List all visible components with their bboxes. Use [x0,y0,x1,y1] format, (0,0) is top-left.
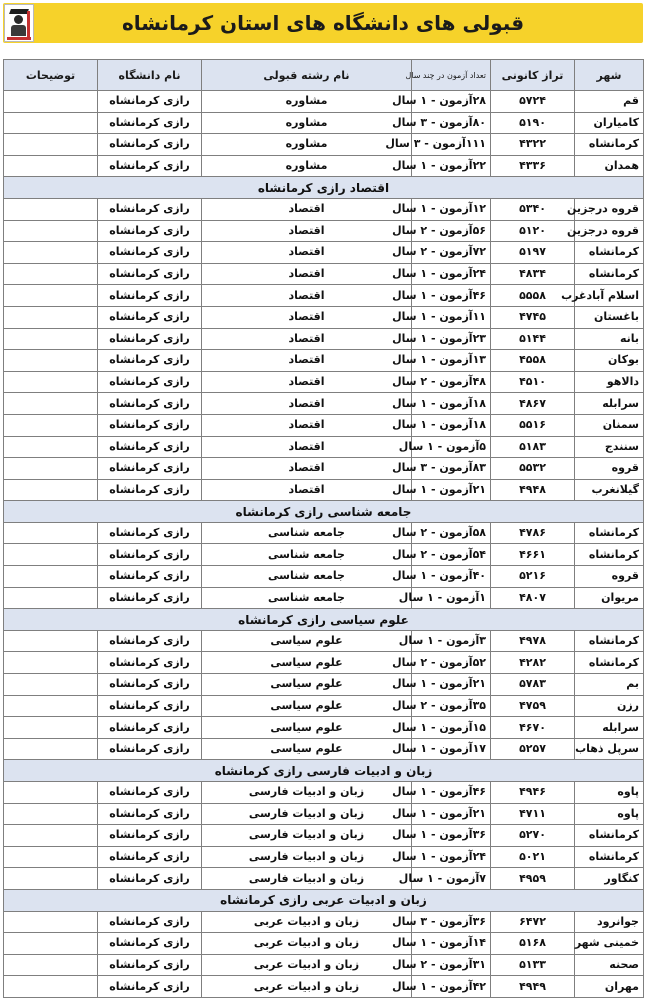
header-notes: توضیحات [4,60,98,91]
city-cell: کرمانشاه [575,652,644,674]
section-header-row [4,609,644,631]
notes-cell [4,803,98,825]
table-row [4,112,644,134]
exams-cell: ۲۱آزمون - ۱ سال [412,479,491,501]
city-cell: باغستان [575,306,644,328]
table-row [4,544,644,566]
score-cell: ۴۵۵۸ [491,350,575,372]
city-cell: مریوان [575,587,644,609]
section-title: جامعه شناسی رازی کرمانشاه [4,501,644,523]
notes-cell [4,976,98,998]
section-header-row [4,889,644,911]
score-cell: ۵۵۳۲ [491,458,575,480]
city-cell: کرمانشاه [575,242,644,264]
university-cell: رازی کرمانشاه [98,803,202,825]
exams-cell: ۷آزمون - ۱ سال [412,868,491,890]
exams-cell: ۴۶آزمون - ۱ سال [412,285,491,307]
table-row [4,479,644,501]
notes-cell [4,436,98,458]
score-cell: ۴۹۵۹ [491,868,575,890]
university-cell: رازی کرمانشاه [98,695,202,717]
table-row [4,717,644,739]
university-cell: رازی کرمانشاه [98,285,202,307]
header-exams: تعداد آزمون در چند سال [412,60,491,91]
notes-cell [4,566,98,588]
exams-cell: ۴۲آزمون - ۱ سال [412,976,491,998]
notes-cell [4,825,98,847]
score-cell: ۴۲۸۲ [491,652,575,674]
field-cell: زبان و ادبیات عربی [202,954,412,976]
city-cell: قروه درجزین [575,198,644,220]
university-cell: رازی کرمانشاه [98,371,202,393]
exams-cell: ۲۴آزمون - ۱ سال [412,263,491,285]
city-cell: قروه درجزین [575,220,644,242]
field-cell: اقتصاد [202,263,412,285]
section-header-row [4,501,644,523]
exams-cell: ۵۶آزمون - ۲ سال [412,220,491,242]
table-row [4,263,644,285]
section-title: زبان و ادبیات عربی رازی کرمانشاه [4,889,644,911]
city-cell: کنگاور [575,868,644,890]
city-cell: رزن [575,695,644,717]
table-row [4,803,644,825]
field-cell: اقتصاد [202,458,412,480]
table-row [4,695,644,717]
score-cell: ۶۴۷۲ [491,911,575,933]
field-cell: مشاوره [202,112,412,134]
notes-cell [4,134,98,156]
field-cell: علوم سیاسی [202,717,412,739]
notes-cell [4,544,98,566]
exams-cell: ۱آزمون - ۱ سال [412,587,491,609]
section-header-row [4,177,644,199]
university-cell: رازی کرمانشاه [98,522,202,544]
score-cell: ۴۹۴۸ [491,479,575,501]
city-cell: کرمانشاه [575,263,644,285]
field-cell: زبان و ادبیات فارسی [202,782,412,804]
university-cell: رازی کرمانشاه [98,414,202,436]
score-cell: ۵۱۸۳ [491,436,575,458]
university-cell: رازی کرمانشاه [98,954,202,976]
city-cell: سنندج [575,436,644,458]
table-row [4,458,644,480]
university-cell: رازی کرمانشاه [98,263,202,285]
university-cell: رازی کرمانشاه [98,198,202,220]
university-cell: رازی کرمانشاه [98,674,202,696]
score-cell: ۵۷۲۴ [491,91,575,113]
exams-cell: ۲۲آزمون - ۱ سال [412,155,491,177]
exams-cell: ۵۲آزمون - ۲ سال [412,652,491,674]
exams-cell: ۲۱آزمون - ۱ سال [412,803,491,825]
city-cell: سرپل ذهاب [575,738,644,760]
notes-cell [4,695,98,717]
city-cell: بوکان [575,350,644,372]
score-cell: ۴۷۴۵ [491,306,575,328]
score-cell: ۴۷۵۹ [491,695,575,717]
university-cell: رازی کرمانشاه [98,220,202,242]
field-cell: اقتصاد [202,436,412,458]
field-cell: زبان و ادبیات فارسی [202,868,412,890]
city-cell: کرمانشاه [575,630,644,652]
field-cell: اقتصاد [202,414,412,436]
score-cell: ۴۶۷۰ [491,717,575,739]
city-cell: کرمانشاه [575,522,644,544]
notes-cell [4,350,98,372]
score-cell: ۵۵۵۸ [491,285,575,307]
exams-cell: ۱۴آزمون - ۱ سال [412,933,491,955]
exams-cell: ۳آزمون - ۱ سال [412,630,491,652]
notes-cell [4,630,98,652]
field-cell: اقتصاد [202,393,412,415]
page-title: قبولی های دانشگاه های استان کرمانشاه [121,11,525,35]
university-cell: رازی کرمانشاه [98,134,202,156]
city-cell: سرابله [575,393,644,415]
city-cell: بم [575,674,644,696]
score-cell: ۵۲۷۰ [491,825,575,847]
table-body [4,91,644,998]
table-row [4,976,644,998]
city-cell: قم [575,91,644,113]
notes-cell [4,220,98,242]
table-row [4,782,644,804]
table-header-row [4,60,644,91]
logo-body [11,25,26,36]
notes-cell [4,738,98,760]
city-cell: مهران [575,976,644,998]
table-row [4,933,644,955]
table-row [4,242,644,264]
exams-cell: ۴۰آزمون - ۱ سال [412,566,491,588]
university-cell: رازی کرمانشاه [98,155,202,177]
score-cell: ۴۳۲۲ [491,134,575,156]
field-cell: اقتصاد [202,285,412,307]
field-cell: اقتصاد [202,198,412,220]
university-cell: رازی کرمانشاه [98,868,202,890]
notes-cell [4,911,98,933]
city-cell: کرمانشاه [575,544,644,566]
exams-cell: ۱۸آزمون - ۱ سال [412,414,491,436]
score-cell: ۴۸۰۷ [491,587,575,609]
exams-cell: ۱۲آزمون - ۱ سال [412,198,491,220]
notes-cell [4,306,98,328]
university-cell: رازی کرمانشاه [98,479,202,501]
exams-cell: ۲۴آزمون - ۱ سال [412,846,491,868]
score-cell: ۴۷۸۶ [491,522,575,544]
table-row [4,350,644,372]
university-cell: رازی کرمانشاه [98,458,202,480]
field-cell: علوم سیاسی [202,738,412,760]
table-row [4,220,644,242]
exams-cell: ۳۱آزمون - ۲ سال [412,954,491,976]
score-cell: ۵۱۶۸ [491,933,575,955]
city-cell: سرابله [575,717,644,739]
score-cell: ۴۷۱۱ [491,803,575,825]
exams-cell: ۱۱۱آزمون - ۳ سال [412,134,491,156]
score-cell: ۴۵۱۰ [491,371,575,393]
exams-cell: ۴۶آزمون - ۱ سال [412,782,491,804]
notes-cell [4,242,98,264]
logo-cap [9,9,29,14]
score-cell: ۵۷۸۳ [491,674,575,696]
notes-cell [4,198,98,220]
notes-cell [4,263,98,285]
notes-cell [4,652,98,674]
exams-cell: ۱۸آزمون - ۱ سال [412,393,491,415]
exams-cell: ۲۳آزمون - ۱ سال [412,328,491,350]
field-cell: علوم سیاسی [202,674,412,696]
score-cell: ۵۱۹۰ [491,112,575,134]
table-row [4,436,644,458]
field-cell: زبان و ادبیات عربی [202,933,412,955]
table-row [4,285,644,307]
notes-cell [4,674,98,696]
university-cell: رازی کرمانشاه [98,566,202,588]
table-row [4,155,644,177]
table-row [4,306,644,328]
university-cell: رازی کرمانشاه [98,328,202,350]
notes-cell [4,458,98,480]
score-cell: ۴۹۴۶ [491,782,575,804]
field-cell: اقتصاد [202,328,412,350]
notes-cell [4,155,98,177]
city-cell: قروه [575,566,644,588]
table-row [4,911,644,933]
university-cell: رازی کرمانشاه [98,933,202,955]
university-cell: رازی کرمانشاه [98,544,202,566]
field-cell: جامعه شناسی [202,544,412,566]
exams-cell: ۸۰آزمون - ۳ سال [412,112,491,134]
exams-cell: ۱۱آزمون - ۱ سال [412,306,491,328]
city-cell: اسلام آبادغرب [575,285,644,307]
notes-cell [4,522,98,544]
field-cell: زبان و ادبیات عربی [202,911,412,933]
city-cell: بانه [575,328,644,350]
notes-cell [4,846,98,868]
exams-cell: ۳۶آزمون - ۱ سال [412,825,491,847]
table-row [4,674,644,696]
university-cell: رازی کرمانشاه [98,630,202,652]
table-row [4,825,644,847]
field-cell: علوم سیاسی [202,630,412,652]
table-row [4,134,644,156]
notes-cell [4,91,98,113]
city-cell: خمینی شهر [575,933,644,955]
exams-cell: ۱۵آزمون - ۱ سال [412,717,491,739]
title-banner [3,3,643,43]
university-cell: رازی کرمانشاه [98,782,202,804]
score-cell: ۴۶۶۱ [491,544,575,566]
notes-cell [4,717,98,739]
table-row [4,738,644,760]
field-cell: جامعه شناسی [202,522,412,544]
table-row [4,630,644,652]
header-field: نام رشته قبولی [202,60,412,91]
table-row [4,414,644,436]
field-cell: علوم سیاسی [202,695,412,717]
field-cell: علوم سیاسی [202,652,412,674]
table-row [4,868,644,890]
score-cell: ۵۱۳۳ [491,954,575,976]
university-cell: رازی کرمانشاه [98,717,202,739]
university-cell: رازی کرمانشاه [98,393,202,415]
exams-cell: ۵۴آزمون - ۲ سال [412,544,491,566]
city-cell: کرمانشاه [575,846,644,868]
university-cell: رازی کرمانشاه [98,306,202,328]
logo-strip [7,37,31,40]
score-cell: ۴۸۳۴ [491,263,575,285]
exams-cell: ۳۶آزمون - ۳ سال [412,911,491,933]
logo-head [14,15,23,24]
table-row [4,587,644,609]
university-cell: رازی کرمانشاه [98,91,202,113]
field-cell: جامعه شناسی [202,587,412,609]
score-cell: ۵۲۱۶ [491,566,575,588]
exams-cell: ۱۳آزمون - ۱ سال [412,350,491,372]
university-cell: رازی کرمانشاه [98,911,202,933]
score-cell: ۴۹۴۹ [491,976,575,998]
city-cell: سمنان [575,414,644,436]
notes-cell [4,954,98,976]
notes-cell [4,782,98,804]
exams-cell: ۸۳آزمون - ۳ سال [412,458,491,480]
field-cell: اقتصاد [202,479,412,501]
university-cell: رازی کرمانشاه [98,350,202,372]
notes-cell [4,393,98,415]
exams-cell: ۱۷آزمون - ۱ سال [412,738,491,760]
section-title: زبان و ادبیات فارسی رازی کرمانشاه [4,760,644,782]
university-cell: رازی کرمانشاه [98,825,202,847]
field-cell: زبان و ادبیات فارسی [202,803,412,825]
field-cell: اقتصاد [202,350,412,372]
score-cell: ۵۱۲۰ [491,220,575,242]
notes-cell [4,285,98,307]
university-cell: رازی کرمانشاه [98,587,202,609]
score-cell: ۴۸۶۷ [491,393,575,415]
notes-cell [4,933,98,955]
score-cell: ۵۲۵۷ [491,738,575,760]
section-title: اقتصاد رازی کرمانشاه [4,177,644,199]
field-cell: مشاوره [202,91,412,113]
city-cell: گیلانغرب [575,479,644,501]
university-cell: رازی کرمانشاه [98,738,202,760]
notes-cell [4,328,98,350]
score-cell: ۵۳۴۰ [491,198,575,220]
header-city: شهر [575,60,644,91]
table-row [4,91,644,113]
field-cell: زبان و ادبیات فارسی [202,846,412,868]
notes-cell [4,868,98,890]
table-row [4,566,644,588]
score-cell: ۵۵۱۶ [491,414,575,436]
university-cell: رازی کرمانشاه [98,242,202,264]
table-row [4,393,644,415]
university-cell: رازی کرمانشاه [98,652,202,674]
exams-cell: ۲۸آزمون - ۱ سال [412,91,491,113]
city-cell: همدان [575,155,644,177]
city-cell: پاوه [575,782,644,804]
university-cell: رازی کرمانشاه [98,976,202,998]
section-header-row [4,760,644,782]
notes-cell [4,479,98,501]
notes-cell [4,414,98,436]
field-cell: اقتصاد [202,242,412,264]
city-cell: کرمانشاه [575,134,644,156]
city-cell: کرمانشاه [575,825,644,847]
score-cell: ۴۹۷۸ [491,630,575,652]
exams-cell: ۷۲آزمون - ۲ سال [412,242,491,264]
table-row [4,954,644,976]
university-cell: رازی کرمانشاه [98,112,202,134]
university-cell: رازی کرمانشاه [98,846,202,868]
notes-cell [4,587,98,609]
logo-icon [4,4,34,42]
university-cell: رازی کرمانشاه [98,436,202,458]
city-cell: قروه [575,458,644,480]
field-cell: زبان و ادبیات عربی [202,976,412,998]
table-row [4,652,644,674]
logo-bar [27,11,30,37]
exams-cell: ۴۸آزمون - ۲ سال [412,371,491,393]
results-table [3,59,644,998]
notes-cell [4,112,98,134]
field-cell: مشاوره [202,134,412,156]
city-cell: پاوه [575,803,644,825]
city-cell: کامیاران [575,112,644,134]
score-cell: ۴۳۳۶ [491,155,575,177]
table-row [4,846,644,868]
score-cell: ۵۱۹۷ [491,242,575,264]
exams-cell: ۵۸آزمون - ۲ سال [412,522,491,544]
exams-cell: ۲۱آزمون - ۱ سال [412,674,491,696]
field-cell: مشاوره [202,155,412,177]
score-cell: ۵۰۲۱ [491,846,575,868]
table-row [4,198,644,220]
header-score: تراز کانونی [491,60,575,91]
section-title: علوم سیاسی رازی کرمانشاه [4,609,644,631]
table-row [4,522,644,544]
table-row [4,328,644,350]
city-cell: جوانرود [575,911,644,933]
field-cell: اقتصاد [202,306,412,328]
field-cell: زبان و ادبیات فارسی [202,825,412,847]
exams-cell: ۳۵آزمون - ۲ سال [412,695,491,717]
field-cell: اقتصاد [202,371,412,393]
field-cell: جامعه شناسی [202,566,412,588]
score-cell: ۵۱۴۴ [491,328,575,350]
notes-cell [4,371,98,393]
exams-cell: ۵آزمون - ۱ سال [412,436,491,458]
field-cell: اقتصاد [202,220,412,242]
header-university: نام دانشگاه [98,60,202,91]
table-row [4,371,644,393]
city-cell: دالاهو [575,371,644,393]
city-cell: صحنه [575,954,644,976]
